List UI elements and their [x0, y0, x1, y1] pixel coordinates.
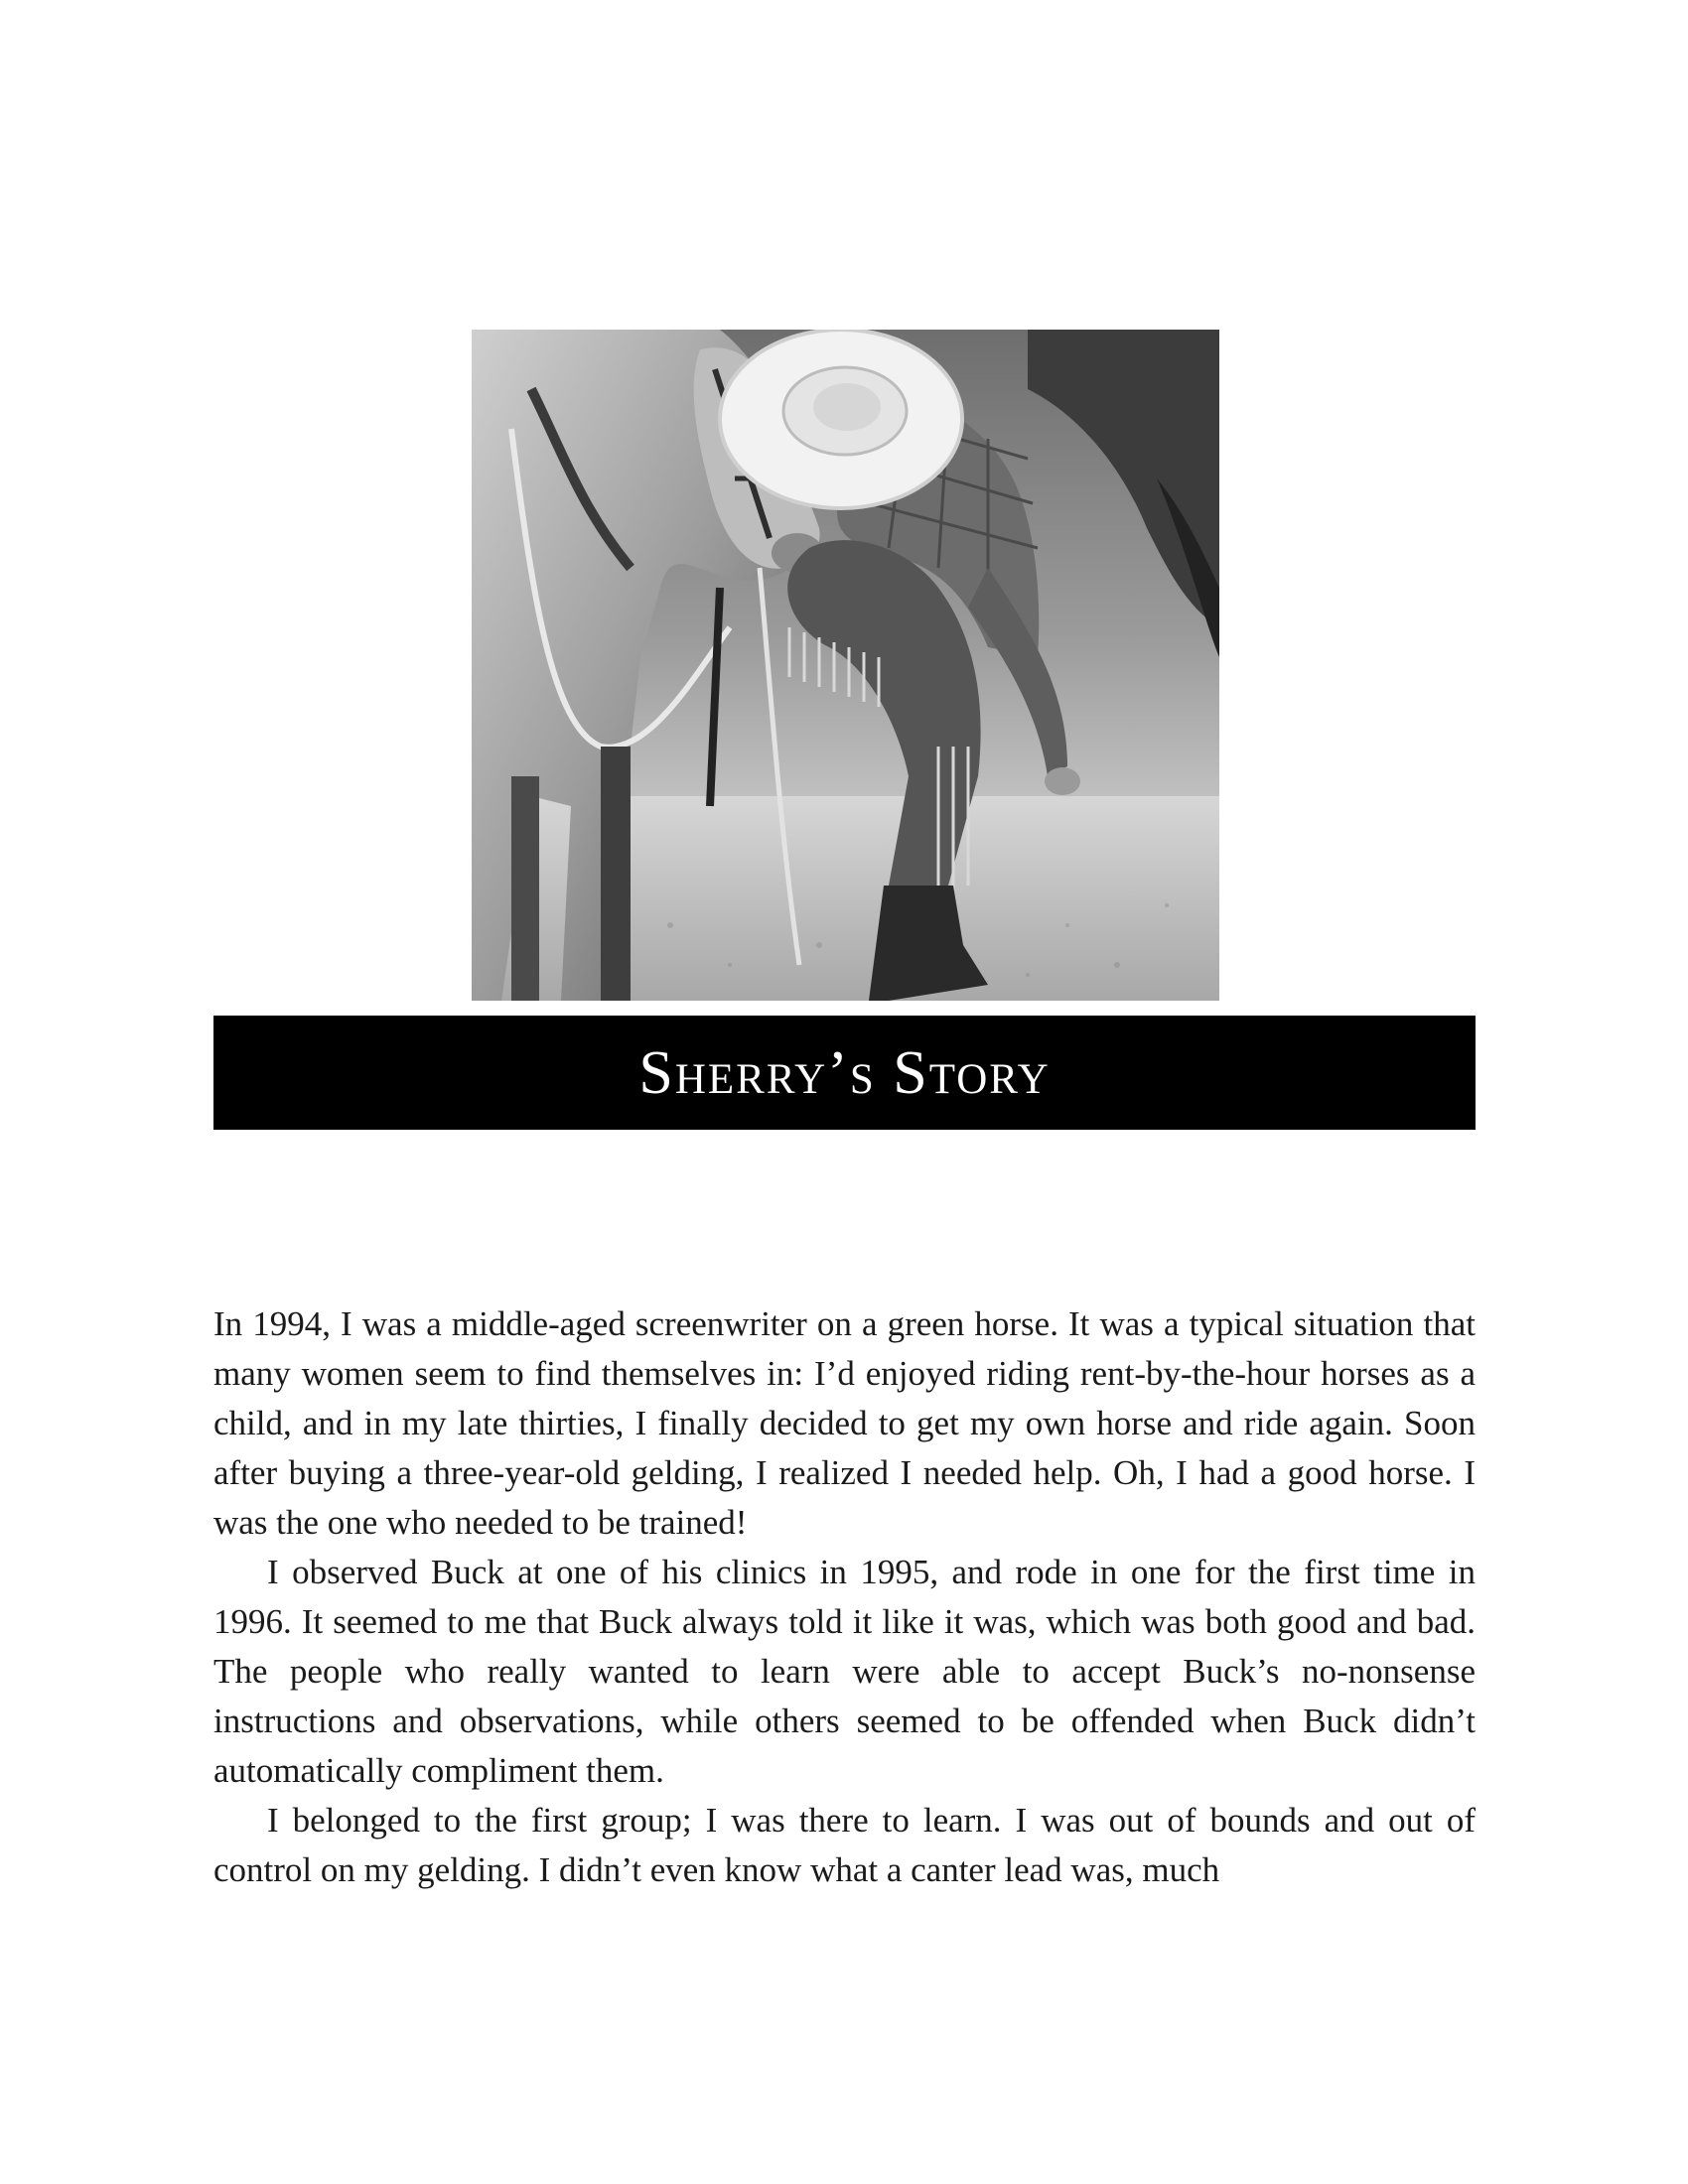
horse-and-rider-photo-icon: [472, 330, 1219, 1001]
paragraph: In 1994, I was a middle-aged screenwriter on a green horse. It was a typical situation that many women seem to find themselves in: I’d enjoyed riding rent-by-the-hour horses as a child, and in my late thirties, I finally decided to get my own horse and ride again. Soon after buying a three-year-old gelding, I realized I needed help. Oh, I had a good horse. I was the one who needed to be trained!: [213, 1304, 1476, 1542]
body-text: [213, 1299, 1476, 1895]
paragraph: I observed Buck at one of his clinics in 1995, and rode in one for the first time in 1996. It seemed to me that Buck always told it like it was, which was both good and bad. The people who really wanted to learn were able to accept Buck’s no-nonsense instructions and observations, while others seemed to be offended when Buck didn’t automatically compliment them.: [213, 1553, 1476, 1790]
chapter-title: Sherry’s Story: [638, 1038, 1051, 1107]
paragraph: I belonged to the first group; I was there to learn. I was out of bounds and out of control on my gelding. I didn’t even know what a canter lead was, much: [213, 1801, 1476, 1889]
chapter-title-banner: [213, 1016, 1476, 1130]
